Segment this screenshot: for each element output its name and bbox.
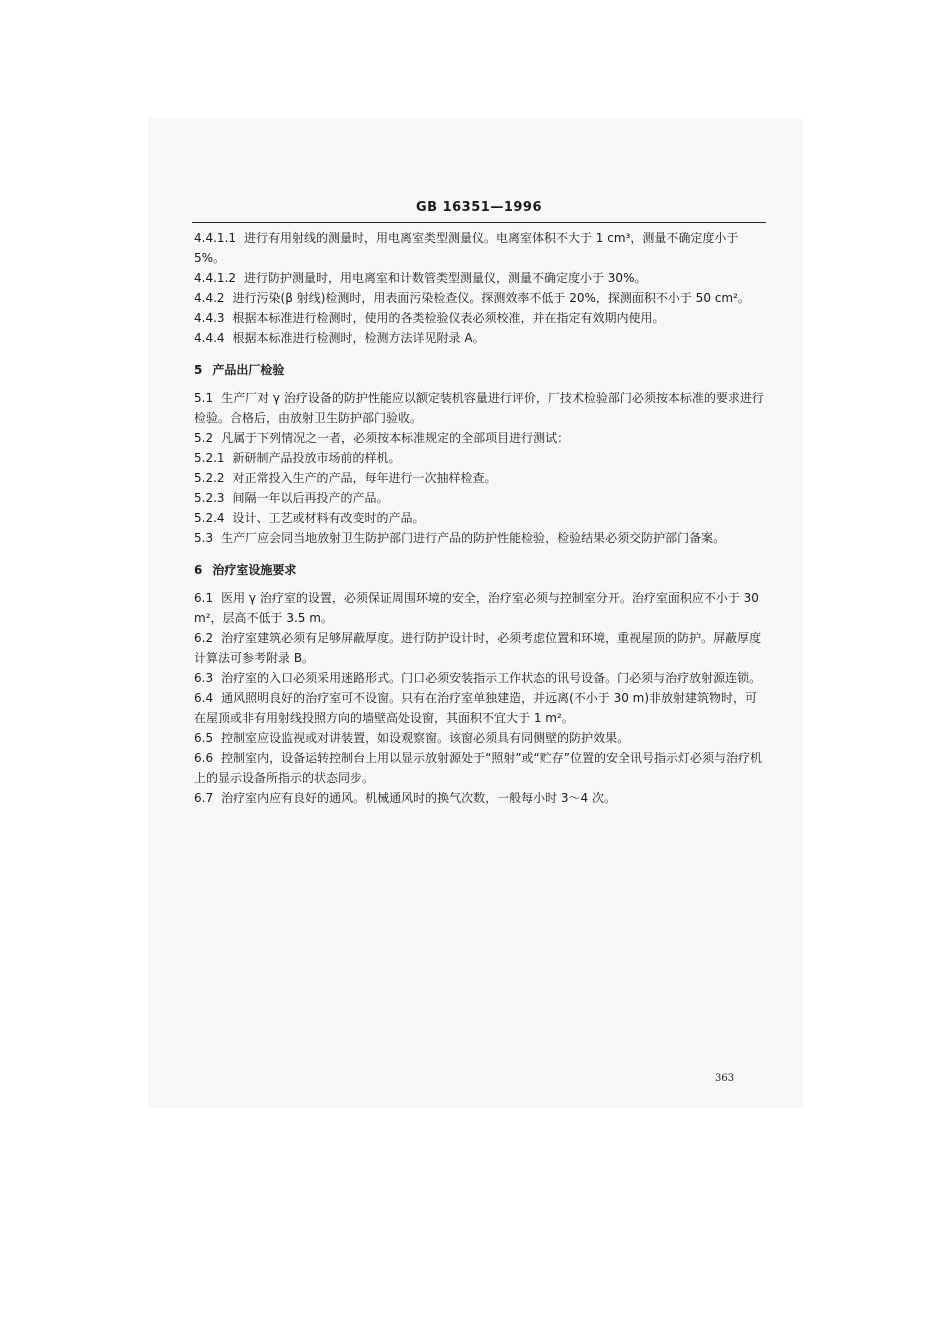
clause-text: 通风照明良好的治疗室可不设窗。只有在治疗室单独建造，并远离(不小于 30 m)非放射建筑物时，可在屋顶或非有用射线投照方向的墙壁高处设窗，其面积不宜大于 1 m²。	[194, 691, 758, 725]
clause-text: 新研制产品投放市场前的样机。	[232, 451, 401, 465]
clause-text: 生产厂对 γ 治疗设备的防护性能应以额定装机容量进行评价，厂技术检验部门必须按本标准的要求进行检验。合格后，由放射卫生防护部门验收。	[194, 391, 764, 425]
clause-number: 4.4.1.1	[194, 231, 236, 245]
clause-number: 5.2.1	[194, 451, 225, 465]
clause-number: 6.7	[194, 791, 214, 805]
clause-text: 进行有用射线的测量时，用电离室类型测量仪。电离室体积不大于 1 cm³，测量不确定度小于 5%。	[194, 231, 739, 265]
clause-number: 6.6	[194, 751, 214, 765]
clause-5-2-2	[194, 468, 766, 488]
clause-5-1	[194, 388, 766, 428]
section-title-text: 产品出厂检验	[212, 363, 285, 377]
clause-5-2	[194, 428, 766, 448]
clause-text: 进行防护测量时，用电离室和计数管类型测量仪，测量不确定度小于 30%。	[243, 271, 647, 285]
clause-4-4-1-2	[194, 268, 766, 288]
clause-4-4-4	[194, 328, 766, 348]
clause-number: 5.2.2	[194, 471, 225, 485]
clause-6-5	[194, 728, 766, 748]
clause-text: 根据本标准进行检测时，使用的各类检验仪表必须校准，并在指定有效期内使用。	[232, 311, 665, 325]
clause-text: 控制室应设监视或对讲装置，如设观察窗。该窗必须具有同侧壁的防护效果。	[221, 731, 630, 745]
clause-6-3	[194, 668, 766, 688]
clause-6-6	[194, 748, 766, 788]
clause-text: 控制室内，设备运转控制台上用以显示放射源处于“照射”或“贮存”位置的安全讯号指示灯必须与治疗机上的显示设备所指示的状态同步。	[194, 751, 762, 785]
section-5-title	[194, 360, 766, 380]
page-number: 363	[715, 1073, 735, 1084]
clause-number: 4.4.2	[194, 291, 225, 305]
clause-4-4-1-1	[194, 228, 766, 268]
clause-number: 6.3	[194, 671, 214, 685]
clause-text: 根据本标准进行检测时，检测方法详见附录 A。	[232, 331, 485, 345]
clause-number: 5.2.4	[194, 511, 225, 525]
clause-text: 对正常投入生产的产品，每年进行一次抽样检查。	[232, 471, 497, 485]
clause-text: 凡属于下列情况之一者，必须按本标准规定的全部项目进行测试：	[221, 431, 570, 445]
clause-text: 生产厂应会同当地放射卫生防护部门进行产品的防护性能检验，检验结果必须交防护部门备案。	[221, 531, 726, 545]
clause-5-2-3	[194, 488, 766, 508]
clause-4-4-2	[194, 288, 766, 308]
clause-text: 治疗室的入口必须采用迷路形式。门口必须安装指示工作状态的讯号设备。门必须与治疗放射源连锁。	[221, 671, 762, 685]
clause-text: 医用 γ 治疗室的设置，必须保证周围环境的安全，治疗室必须与控制室分开。治疗室面积应不小于 30 m²，层高不低于 3.5 m。	[194, 591, 759, 625]
clause-4-4-3	[194, 308, 766, 328]
section-number: 6	[194, 563, 203, 577]
clause-6-7	[194, 788, 766, 808]
clause-number: 5.2.3	[194, 491, 225, 505]
clause-text: 治疗室建筑必须有足够屏蔽厚度。进行防护设计时，必须考虑位置和环境，重视屋顶的防护。屏蔽厚度计算法可参考附录 B。	[194, 631, 762, 665]
clause-text: 设计、工艺或材料有改变时的产品。	[232, 511, 425, 525]
clause-number: 4.4.1.2	[194, 271, 236, 285]
header-rule	[192, 222, 766, 223]
clause-number: 4.4.3	[194, 311, 225, 325]
section-6-title	[194, 560, 766, 580]
clause-number: 5.1	[194, 391, 214, 405]
clause-text: 治疗室内应有良好的通风。机械通风时的换气次数，一般每小时 3～4 次。	[221, 791, 616, 805]
clause-number: 6.2	[194, 631, 214, 645]
clause-text: 间隔一年以后再投产的产品。	[232, 491, 389, 505]
clause-number: 5.3	[194, 531, 214, 545]
standard-number-header: GB 16351—1996	[415, 200, 542, 215]
clause-5-2-4	[194, 508, 766, 528]
clause-number: 6.5	[194, 731, 214, 745]
clause-text: 进行污染(β 射线)检测时，用表面污染检查仪。探测效率不低于 20%，探测面积不小于 50 cm²。	[232, 291, 750, 305]
clause-6-4	[194, 688, 766, 728]
clause-6-2	[194, 628, 766, 668]
clause-5-2-1	[194, 448, 766, 468]
clause-5-3	[194, 528, 766, 548]
clause-6-1	[194, 588, 766, 628]
section-number: 5	[194, 363, 203, 377]
clause-number: 4.4.4	[194, 331, 225, 345]
clause-number: 6.1	[194, 591, 214, 605]
document-body	[194, 228, 766, 808]
clause-number: 5.2	[194, 431, 214, 445]
section-title-text: 治疗室设施要求	[212, 563, 297, 577]
clause-number: 6.4	[194, 691, 214, 705]
